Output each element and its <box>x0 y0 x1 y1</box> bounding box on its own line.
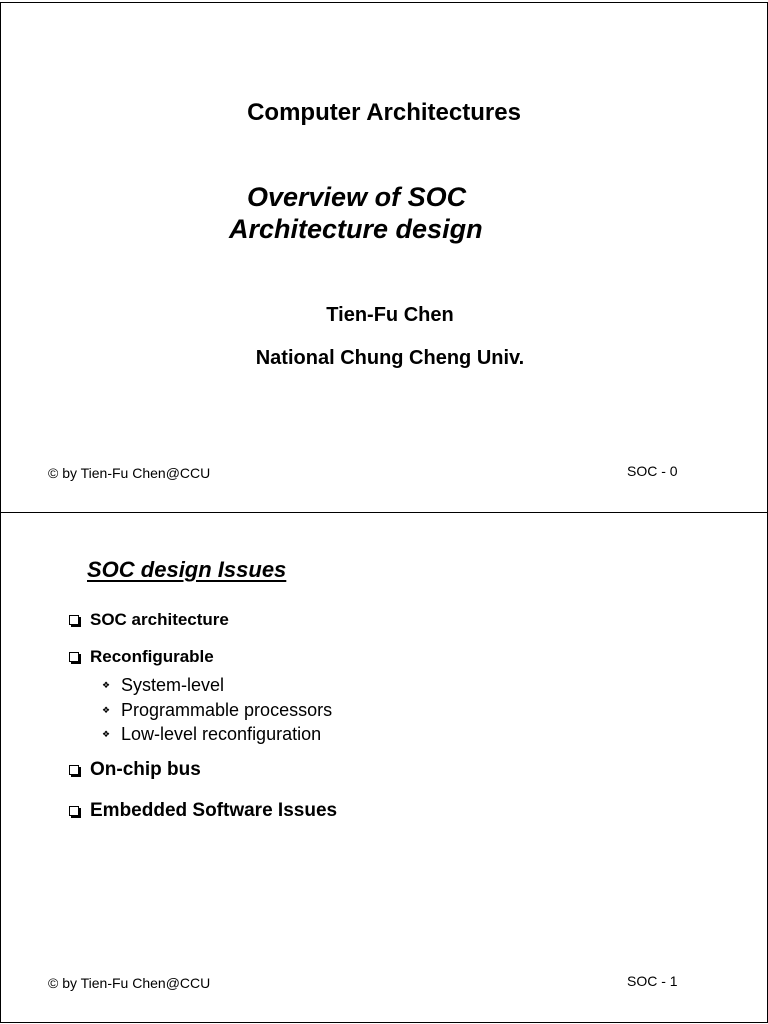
bullet-item <box>69 647 214 667</box>
bullet-text: Reconfigurable <box>90 647 214 666</box>
sub-bullet-item <box>101 700 332 721</box>
course-title: Computer Architectures <box>247 99 521 126</box>
sub-bullet-text: Low-level reconfiguration <box>121 724 322 744</box>
bullet-item <box>69 759 201 781</box>
author-affiliation: National Chung Cheng Univ. <box>255 347 525 369</box>
footer-copyright: © by Tien-Fu Chen@CCU <box>48 465 211 481</box>
bullet-text: SOC architecture <box>90 610 229 629</box>
slide-0 <box>0 2 768 513</box>
checkbox-square-icon <box>69 652 79 662</box>
bullet-text: On-chip bus <box>90 759 201 780</box>
page-label: SOC - 1 <box>627 973 678 989</box>
sub-bullet-text: System-level <box>121 675 225 695</box>
diamond-bullet-icon: ❖ <box>101 729 111 739</box>
sub-bullet-item <box>101 675 224 696</box>
diamond-bullet-icon: ❖ <box>101 680 111 690</box>
checkbox-square-icon <box>69 615 79 625</box>
slide-title-line-1: Overview of SOC <box>247 182 467 212</box>
author-name: Tien-Fu Chen <box>326 304 454 326</box>
bullet-item <box>69 610 229 630</box>
bullet-text: Embedded Software Issues <box>90 800 338 821</box>
footer-copyright: © by Tien-Fu Chen@CCU <box>48 975 211 991</box>
sub-bullet-item <box>101 724 321 745</box>
diamond-bullet-icon: ❖ <box>101 705 111 715</box>
checkbox-square-icon <box>69 806 79 816</box>
slide-1 <box>0 512 768 1023</box>
slide-title-line-2: Architecture design <box>229 214 483 244</box>
page-label: SOC - 0 <box>627 463 678 479</box>
sub-bullet-text: Programmable processors <box>121 700 333 720</box>
slide-title: SOC design Issues <box>87 557 287 582</box>
checkbox-square-icon <box>69 765 79 775</box>
bullet-item <box>69 800 337 822</box>
